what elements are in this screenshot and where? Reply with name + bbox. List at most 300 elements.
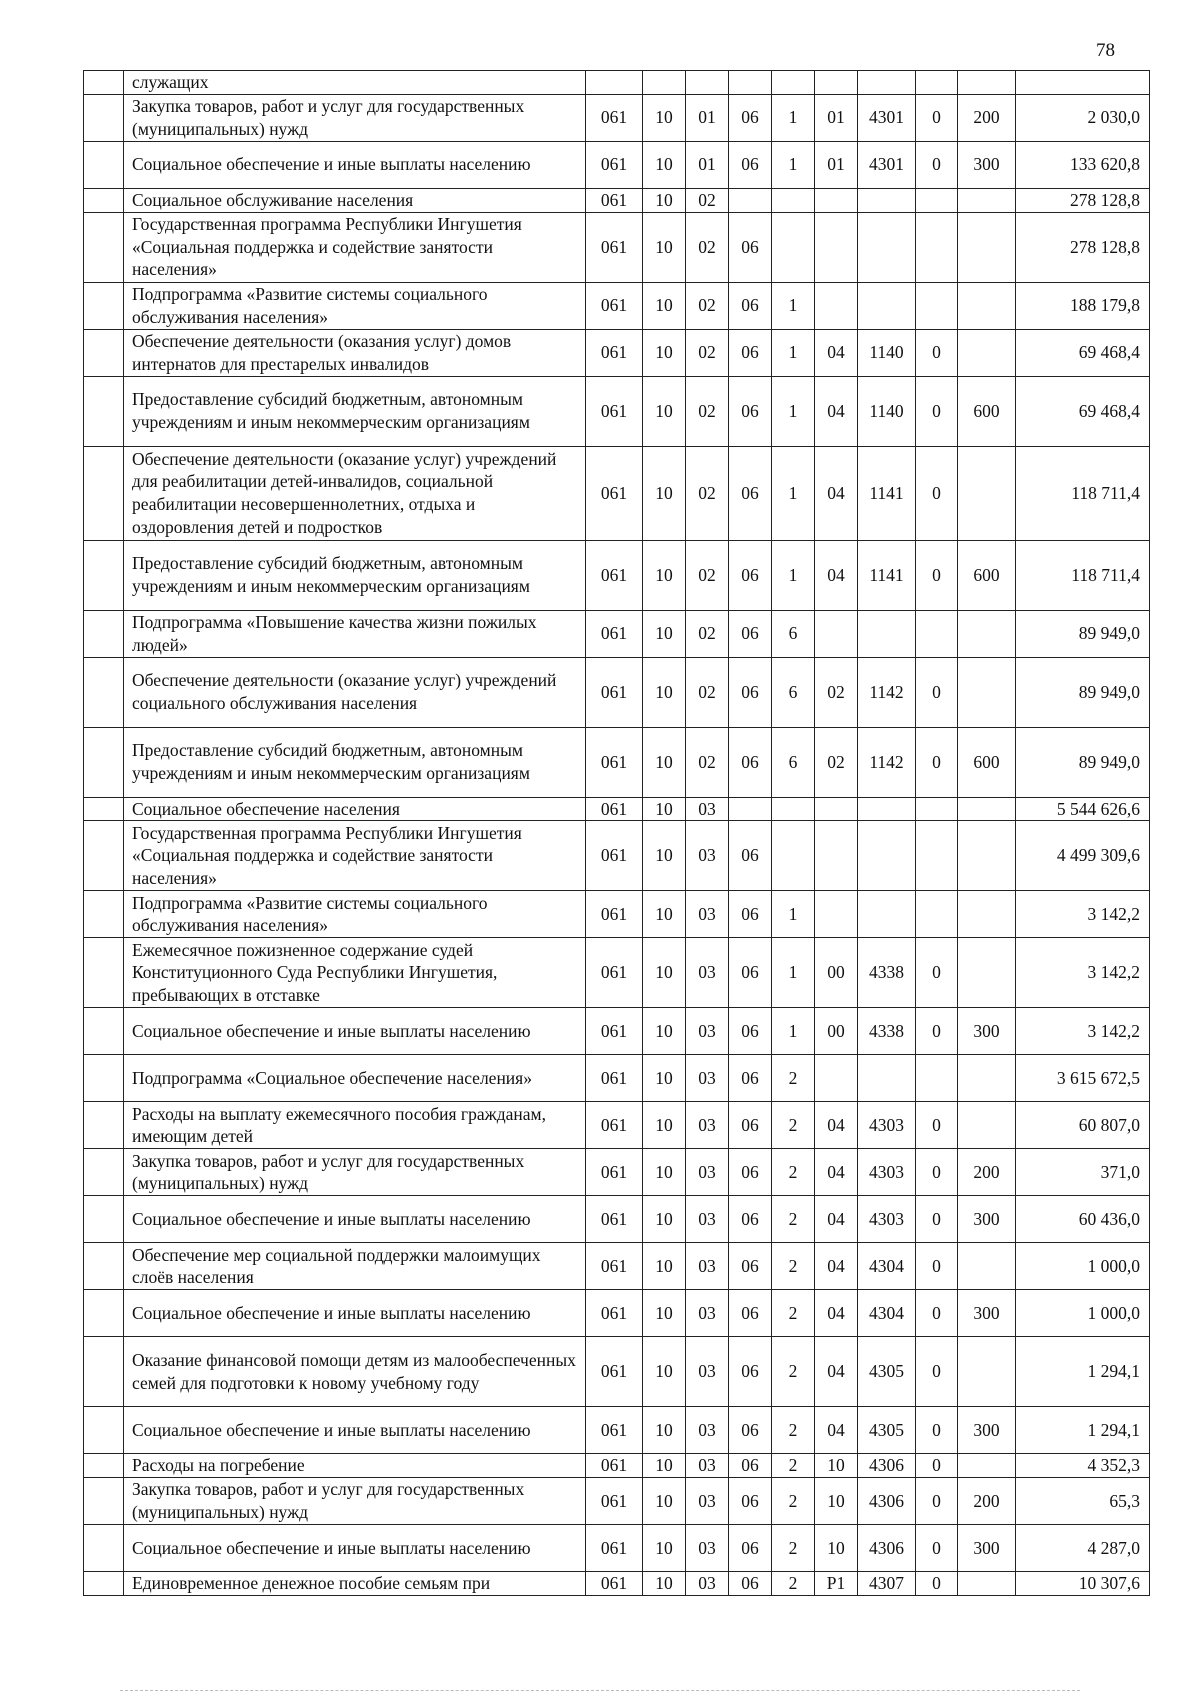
amount-cell: 1 294,1: [1016, 1407, 1150, 1454]
table-row: [84, 540, 1150, 610]
amount-cell: 4 287,0: [1016, 1525, 1150, 1572]
index-cell: [84, 938, 124, 1008]
code-cell: 4338: [858, 1008, 916, 1055]
code-cell: 06: [729, 727, 772, 797]
code-cell: 10: [815, 1478, 858, 1525]
amount-cell: 118 711,4: [1016, 446, 1150, 540]
amount-cell: 89 949,0: [1016, 657, 1150, 727]
code-cell: 1: [772, 376, 815, 446]
row-name-cell: Социальное обеспечение и иные выплаты населению: [124, 1196, 586, 1243]
code-cell: 061: [586, 1102, 643, 1149]
index-cell: [84, 94, 124, 141]
row-name-cell: служащих: [124, 71, 586, 95]
row-name-cell: Подпрограмма «Социальное обеспечение населения»: [124, 1055, 586, 1102]
table-row: [84, 1102, 1150, 1149]
code-cell: 03: [686, 1149, 729, 1196]
code-cell: 06: [729, 540, 772, 610]
code-cell: 02: [686, 188, 729, 212]
code-cell: 00: [815, 938, 858, 1008]
code-cell: [958, 329, 1016, 376]
code-cell: 10: [643, 94, 686, 141]
code-cell: 061: [586, 1149, 643, 1196]
code-cell: 03: [686, 1454, 729, 1478]
code-cell: 10: [643, 1478, 686, 1525]
code-cell: [958, 1454, 1016, 1478]
code-cell: [815, 212, 858, 282]
code-cell: 10: [643, 446, 686, 540]
code-cell: [916, 212, 958, 282]
code-cell: [772, 212, 815, 282]
code-cell: 600: [958, 727, 1016, 797]
row-name-cell: Ежемесячное пожизненное содержание судей Конституционного Суда Республики Ингушетия, пребывающих в отставке: [124, 938, 586, 1008]
row-name-cell: Социальное обслуживание населения: [124, 188, 586, 212]
code-cell: 01: [686, 141, 729, 188]
code-cell: 4305: [858, 1337, 916, 1407]
row-name-cell: Закупка товаров, работ и услуг для государственных (муниципальных) нужд: [124, 1478, 586, 1525]
table-row: [84, 1008, 1150, 1055]
code-cell: 10: [643, 891, 686, 938]
code-cell: 4301: [858, 141, 916, 188]
code-cell: 061: [586, 1525, 643, 1572]
code-cell: [729, 71, 772, 95]
code-cell: 061: [586, 94, 643, 141]
code-cell: 6: [772, 610, 815, 657]
code-cell: 0: [916, 376, 958, 446]
amount-cell: 65,3: [1016, 1478, 1150, 1525]
code-cell: [916, 797, 958, 821]
index-cell: [84, 1290, 124, 1337]
table-row: [84, 141, 1150, 188]
table-row: [84, 376, 1150, 446]
code-cell: 061: [586, 1478, 643, 1525]
code-cell: 04: [815, 1337, 858, 1407]
index-cell: [84, 1243, 124, 1290]
row-name-cell: Расходы на выплату ежемесячного пособия гражданам, имеющим детей: [124, 1102, 586, 1149]
code-cell: [772, 797, 815, 821]
code-cell: [772, 188, 815, 212]
index-cell: [84, 610, 124, 657]
code-cell: 0: [916, 1196, 958, 1243]
code-cell: 03: [686, 938, 729, 1008]
code-cell: [958, 891, 1016, 938]
code-cell: 06: [729, 1478, 772, 1525]
code-cell: 300: [958, 1290, 1016, 1337]
code-cell: 01: [815, 141, 858, 188]
row-name-cell: Предоставление субсидий бюджетным, автономным учреждениям и иным некоммерческим организациям: [124, 727, 586, 797]
amount-cell: 3 142,2: [1016, 938, 1150, 1008]
code-cell: 06: [729, 1243, 772, 1290]
code-cell: 0: [916, 446, 958, 540]
row-name-cell: Единовременное денежное пособие семьям при: [124, 1572, 586, 1596]
code-cell: 03: [686, 1196, 729, 1243]
row-name-cell: Подпрограмма «Развитие системы социального обслуживания населения»: [124, 282, 586, 329]
index-cell: [84, 1008, 124, 1055]
code-cell: 10: [643, 376, 686, 446]
row-name-cell: Социальное обеспечение населения: [124, 797, 586, 821]
code-cell: 10: [643, 821, 686, 891]
code-cell: 1: [772, 1008, 815, 1055]
code-cell: 03: [686, 1572, 729, 1596]
code-cell: 061: [586, 141, 643, 188]
row-name-cell: Социальное обеспечение и иные выплаты населению: [124, 141, 586, 188]
code-cell: 6: [772, 657, 815, 727]
row-name-cell: Оказание финансовой помощи детям из малообеспеченных семей для подготовки к новому учебному году: [124, 1337, 586, 1407]
code-cell: [916, 71, 958, 95]
code-cell: 061: [586, 727, 643, 797]
code-cell: 06: [729, 282, 772, 329]
code-cell: [858, 610, 916, 657]
page-number: 78: [1096, 40, 1115, 61]
code-cell: 0: [916, 1572, 958, 1596]
amount-cell: 4 352,3: [1016, 1454, 1150, 1478]
code-cell: [815, 1055, 858, 1102]
code-cell: 4304: [858, 1290, 916, 1337]
code-cell: 2: [772, 1525, 815, 1572]
amount-cell: 69 468,4: [1016, 329, 1150, 376]
index-cell: [84, 329, 124, 376]
amount-cell: 5 544 626,6: [1016, 797, 1150, 821]
index-cell: [84, 71, 124, 95]
code-cell: 1: [772, 540, 815, 610]
code-cell: 061: [586, 329, 643, 376]
code-cell: 061: [586, 212, 643, 282]
code-cell: 2: [772, 1196, 815, 1243]
code-cell: 06: [729, 329, 772, 376]
code-cell: 061: [586, 797, 643, 821]
table-row: [84, 821, 1150, 891]
amount-cell: 10 307,6: [1016, 1572, 1150, 1596]
code-cell: 0: [916, 1454, 958, 1478]
code-cell: 02: [686, 329, 729, 376]
code-cell: 10: [643, 1290, 686, 1337]
code-cell: 10: [815, 1454, 858, 1478]
table-row: [84, 657, 1150, 727]
table-row: [84, 1454, 1150, 1478]
code-cell: 061: [586, 891, 643, 938]
code-cell: 04: [815, 1149, 858, 1196]
code-cell: 1: [772, 94, 815, 141]
table-row: [84, 1572, 1150, 1596]
code-cell: 06: [729, 1196, 772, 1243]
code-cell: 06: [729, 1102, 772, 1149]
code-cell: 06: [729, 1055, 772, 1102]
code-cell: 10: [643, 540, 686, 610]
code-cell: 1: [772, 282, 815, 329]
table-row: [84, 1290, 1150, 1337]
code-cell: 03: [686, 797, 729, 821]
code-cell: 03: [686, 1525, 729, 1572]
code-cell: 10: [643, 1572, 686, 1596]
code-cell: [916, 891, 958, 938]
code-cell: 10: [643, 1149, 686, 1196]
code-cell: 600: [958, 376, 1016, 446]
code-cell: 10: [643, 212, 686, 282]
code-cell: 200: [958, 1478, 1016, 1525]
code-cell: [815, 188, 858, 212]
code-cell: 0: [916, 329, 958, 376]
code-cell: 03: [686, 1290, 729, 1337]
code-cell: 061: [586, 821, 643, 891]
code-cell: 02: [686, 376, 729, 446]
table-row: [84, 188, 1150, 212]
code-cell: 10: [643, 1196, 686, 1243]
index-cell: [84, 891, 124, 938]
code-cell: 4306: [858, 1454, 916, 1478]
row-name-cell: Государственная программа Республики Ингушетия «Социальная поддержка и содействие занятости населения»: [124, 821, 586, 891]
index-cell: [84, 1478, 124, 1525]
code-cell: 03: [686, 1337, 729, 1407]
amount-cell: 278 128,8: [1016, 212, 1150, 282]
code-cell: 300: [958, 141, 1016, 188]
code-cell: 2: [772, 1407, 815, 1454]
index-cell: [84, 821, 124, 891]
index-cell: [84, 1525, 124, 1572]
code-cell: 0: [916, 1407, 958, 1454]
code-cell: [815, 797, 858, 821]
code-cell: 2: [772, 1478, 815, 1525]
budget-table: [83, 70, 1150, 1596]
code-cell: 10: [643, 1055, 686, 1102]
amount-cell: 1 000,0: [1016, 1290, 1150, 1337]
code-cell: [958, 1102, 1016, 1149]
code-cell: 02: [686, 446, 729, 540]
code-cell: 06: [729, 821, 772, 891]
code-cell: [958, 188, 1016, 212]
code-cell: 0: [916, 938, 958, 1008]
row-name-cell: Обеспечение деятельности (оказания услуг) домов интернатов для престарелых инвалидов: [124, 329, 586, 376]
code-cell: [815, 891, 858, 938]
code-cell: [815, 610, 858, 657]
code-cell: 06: [729, 94, 772, 141]
table-body: [84, 71, 1150, 1596]
code-cell: 10: [643, 1454, 686, 1478]
code-cell: [586, 71, 643, 95]
code-cell: 10: [643, 1407, 686, 1454]
code-cell: 06: [729, 376, 772, 446]
row-name-cell: Закупка товаров, работ и услуг для государственных (муниципальных) нужд: [124, 94, 586, 141]
code-cell: 4303: [858, 1149, 916, 1196]
code-cell: 4303: [858, 1196, 916, 1243]
code-cell: 0: [916, 1008, 958, 1055]
table-row: [84, 891, 1150, 938]
code-cell: 061: [586, 1572, 643, 1596]
code-cell: 0: [916, 657, 958, 727]
code-cell: 02: [815, 727, 858, 797]
amount-cell: 278 128,8: [1016, 188, 1150, 212]
code-cell: 0: [916, 727, 958, 797]
code-cell: 03: [686, 821, 729, 891]
index-cell: [84, 141, 124, 188]
row-name-cell: Предоставление субсидий бюджетным, автономным учреждениям и иным некоммерческим организациям: [124, 376, 586, 446]
code-cell: 04: [815, 1290, 858, 1337]
code-cell: 04: [815, 1243, 858, 1290]
code-cell: 2: [772, 1243, 815, 1290]
code-cell: 06: [729, 1525, 772, 1572]
code-cell: 2: [772, 1055, 815, 1102]
code-cell: [916, 821, 958, 891]
code-cell: 10: [643, 938, 686, 1008]
code-cell: 1141: [858, 446, 916, 540]
code-cell: 10: [643, 1008, 686, 1055]
code-cell: 1: [772, 891, 815, 938]
amount-cell: 89 949,0: [1016, 610, 1150, 657]
code-cell: 04: [815, 1102, 858, 1149]
code-cell: 2: [772, 1290, 815, 1337]
code-cell: 4306: [858, 1478, 916, 1525]
code-cell: 300: [958, 1196, 1016, 1243]
amount-cell: 2 030,0: [1016, 94, 1150, 141]
index-cell: [84, 1572, 124, 1596]
code-cell: [958, 938, 1016, 1008]
code-cell: 10: [815, 1525, 858, 1572]
code-cell: 06: [729, 1149, 772, 1196]
code-cell: 02: [686, 657, 729, 727]
index-cell: [84, 1149, 124, 1196]
amount-cell: 3 615 672,5: [1016, 1055, 1150, 1102]
code-cell: 02: [815, 657, 858, 727]
table-row: [84, 1478, 1150, 1525]
code-cell: 10: [643, 1337, 686, 1407]
index-cell: [84, 727, 124, 797]
code-cell: 061: [586, 376, 643, 446]
table-row: [84, 1525, 1150, 1572]
code-cell: 06: [729, 1572, 772, 1596]
code-cell: 04: [815, 446, 858, 540]
code-cell: [815, 71, 858, 95]
code-cell: [858, 188, 916, 212]
code-cell: [858, 891, 916, 938]
code-cell: 4303: [858, 1102, 916, 1149]
code-cell: [815, 282, 858, 329]
code-cell: 0: [916, 1102, 958, 1149]
code-cell: 4305: [858, 1407, 916, 1454]
code-cell: 1: [772, 938, 815, 1008]
code-cell: [916, 1055, 958, 1102]
code-cell: 0: [916, 94, 958, 141]
code-cell: 01: [815, 94, 858, 141]
code-cell: 2: [772, 1572, 815, 1596]
code-cell: 061: [586, 1008, 643, 1055]
code-cell: 06: [729, 1008, 772, 1055]
code-cell: [916, 188, 958, 212]
code-cell: 061: [586, 1243, 643, 1290]
code-cell: 03: [686, 1055, 729, 1102]
amount-cell: 4 499 309,6: [1016, 821, 1150, 891]
code-cell: 10: [643, 1102, 686, 1149]
code-cell: 061: [586, 657, 643, 727]
code-cell: [643, 71, 686, 95]
code-cell: 1: [772, 446, 815, 540]
code-cell: 300: [958, 1008, 1016, 1055]
code-cell: 1: [772, 141, 815, 188]
code-cell: 0: [916, 540, 958, 610]
code-cell: [958, 1572, 1016, 1596]
code-cell: 0: [916, 141, 958, 188]
amount-cell: 188 179,8: [1016, 282, 1150, 329]
code-cell: 061: [586, 1454, 643, 1478]
code-cell: 10: [643, 797, 686, 821]
table-row: [84, 329, 1150, 376]
code-cell: 1142: [858, 657, 916, 727]
code-cell: [958, 821, 1016, 891]
code-cell: [858, 1055, 916, 1102]
row-name-cell: Подпрограмма «Повышение качества жизни пожилых людей»: [124, 610, 586, 657]
index-cell: [84, 446, 124, 540]
code-cell: 06: [729, 446, 772, 540]
amount-cell: 3 142,2: [1016, 891, 1150, 938]
row-name-cell: Расходы на погребение: [124, 1454, 586, 1478]
row-name-cell: Социальное обеспечение и иные выплаты населению: [124, 1008, 586, 1055]
code-cell: 00: [815, 1008, 858, 1055]
index-cell: [84, 1407, 124, 1454]
table-row: [84, 94, 1150, 141]
table-row: [84, 282, 1150, 329]
code-cell: 03: [686, 891, 729, 938]
code-cell: 200: [958, 94, 1016, 141]
footer-scan-line: [120, 1690, 1080, 1691]
row-name-cell: Обеспечение мер социальной поддержки малоимущих слоёв населения: [124, 1243, 586, 1290]
table-row: [84, 727, 1150, 797]
code-cell: 06: [729, 657, 772, 727]
table-row: [84, 1196, 1150, 1243]
code-cell: 04: [815, 1196, 858, 1243]
code-cell: [858, 71, 916, 95]
code-cell: 10: [643, 188, 686, 212]
code-cell: 1140: [858, 329, 916, 376]
code-cell: 061: [586, 1290, 643, 1337]
row-name-cell: Подпрограмма «Развитие системы социального обслуживания населения»: [124, 891, 586, 938]
code-cell: 0: [916, 1149, 958, 1196]
code-cell: 02: [686, 212, 729, 282]
code-cell: 10: [643, 329, 686, 376]
code-cell: 04: [815, 329, 858, 376]
code-cell: [958, 1337, 1016, 1407]
code-cell: [958, 797, 1016, 821]
code-cell: [858, 282, 916, 329]
code-cell: 6: [772, 727, 815, 797]
code-cell: 02: [686, 282, 729, 329]
row-name-cell: Государственная программа Республики Ингушетия «Социальная поддержка и содействие занятости населения»: [124, 212, 586, 282]
amount-cell: 60 436,0: [1016, 1196, 1150, 1243]
index-cell: [84, 1102, 124, 1149]
code-cell: 4301: [858, 94, 916, 141]
table-row: [84, 1243, 1150, 1290]
code-cell: 06: [729, 891, 772, 938]
code-cell: 03: [686, 1478, 729, 1525]
index-cell: [84, 1196, 124, 1243]
code-cell: [858, 797, 916, 821]
code-cell: [815, 821, 858, 891]
code-cell: 2: [772, 1102, 815, 1149]
code-cell: 0: [916, 1290, 958, 1337]
table-row: [84, 1149, 1150, 1196]
code-cell: 10: [643, 1525, 686, 1572]
code-cell: 200: [958, 1149, 1016, 1196]
code-cell: 061: [586, 446, 643, 540]
row-name-cell: Обеспечение деятельности (оказание услуг) учреждений для реабилитации детей-инвалидов, социальной реабилитации несовершеннолетних, отдыха и оздоровления детей и подростков: [124, 446, 586, 540]
table-row: [84, 610, 1150, 657]
table-row: [84, 1337, 1150, 1407]
code-cell: [958, 1243, 1016, 1290]
code-cell: 10: [643, 727, 686, 797]
code-cell: 4306: [858, 1525, 916, 1572]
code-cell: P1: [815, 1572, 858, 1596]
code-cell: [858, 212, 916, 282]
code-cell: 04: [815, 1407, 858, 1454]
index-cell: [84, 657, 124, 727]
code-cell: 4304: [858, 1243, 916, 1290]
code-cell: 0: [916, 1243, 958, 1290]
